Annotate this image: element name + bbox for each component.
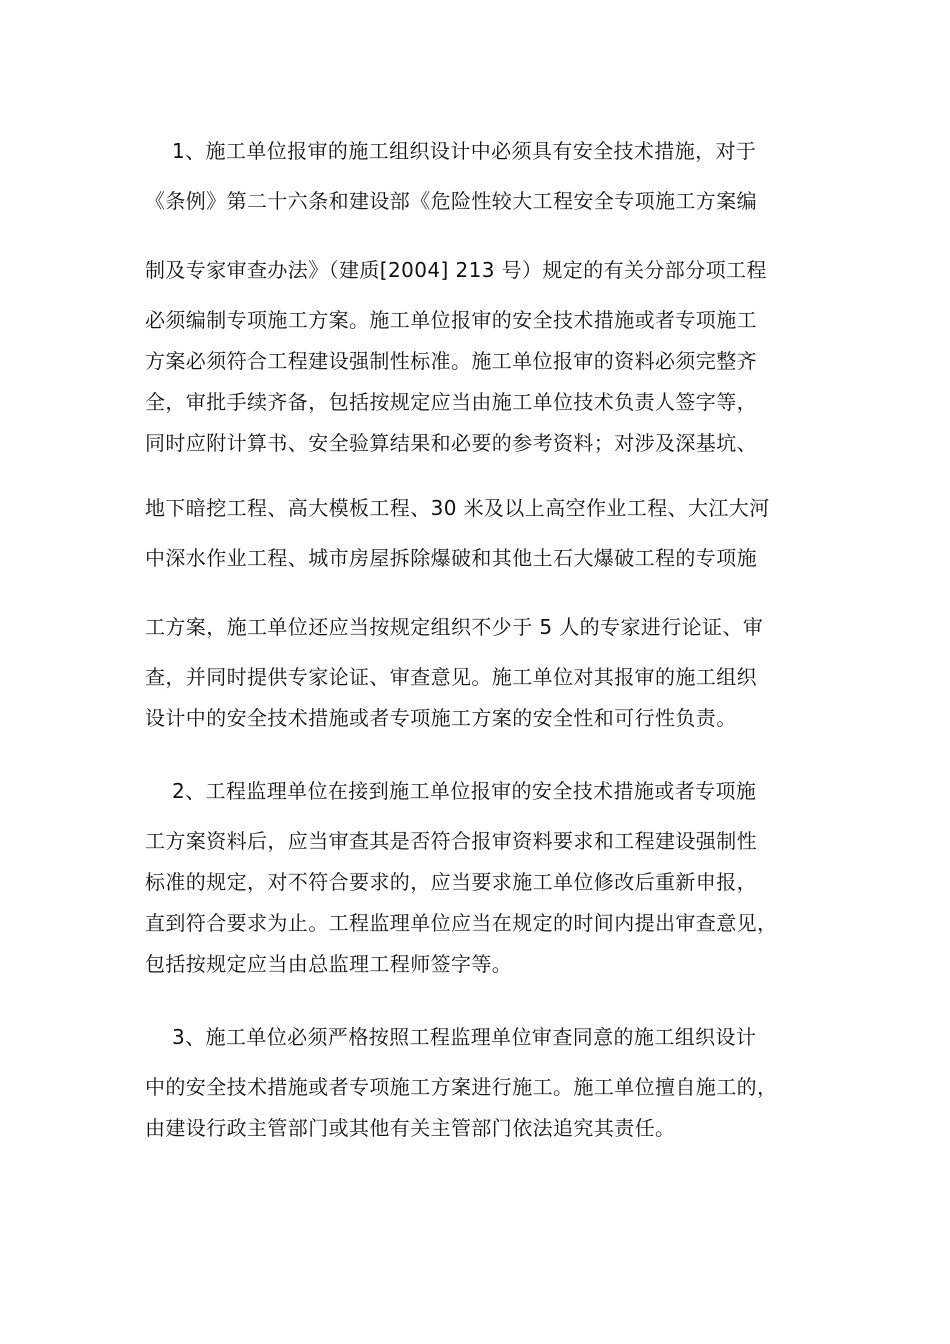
paragraph-1-line-2: 《条例》第二十六条和建设部《危险性较大工程安全专项施工方案编	[145, 189, 757, 213]
paragraph-2-line-1: 2、工程监理单位在接到施工单位报审的安全技术措施或者专项施	[172, 779, 757, 803]
paragraph-1-line-4: 必须编制专项施工方案。施工单位报审的安全技术措施或者专项施工	[145, 308, 757, 332]
paragraph-1-line-12: 设计中的安全技术措施或者专项施工方案的安全性和可行性负责。	[145, 706, 737, 730]
paragraph-2-line-5: 包括按规定应当由总监理工程师签字等。	[145, 952, 513, 976]
paragraph-1-line-11: 查，并同时提供专家论证、审查意见。施工单位对其报审的施工组织	[145, 665, 757, 689]
paragraph-1-line-5: 方案必须符合工程建设强制性标准。施工单位报审的资料必须完整齐	[145, 349, 757, 373]
paragraph-3-line-3: 由建设行政主管部门或其他有关主管部门依法追究其责任。	[145, 1116, 676, 1140]
paragraph-3-line-2: 中的安全技术措施或者专项施工方案进行施工。施工单位擅自施工的，	[145, 1075, 778, 1099]
paragraph-2-line-4: 直到符合要求为止。工程监理单位应当在规定的时间内提出审查意见，	[145, 911, 778, 935]
paragraph-1-line-1: 1、施工单位报审的施工组织设计中必须具有安全技术措施，对于	[172, 139, 757, 163]
paragraph-2-line-3: 标准的规定，对不符合要求的，应当要求施工单位修改后重新申报，	[145, 870, 757, 894]
paragraph-3-line-1: 3、施工单位必须严格按照工程监理单位审查同意的施工组织设计	[172, 1025, 757, 1049]
paragraph-1-line-9: 中深水作业工程、城市房屋拆除爆破和其他土石大爆破工程的专项施	[145, 546, 757, 570]
paragraph-1-line-10: 工方案，施工单位还应当按规定组织不少于 5 人的专家进行论证、审	[145, 615, 764, 639]
paragraph-1-line-3: 制及专家审查办法》（建质[2004] 213 号）规定的有关分部分项工程	[145, 258, 767, 282]
paragraph-2-line-2: 工方案资料后，应当审查其是否符合报审资料要求和工程建设强制性	[145, 829, 757, 853]
paragraph-1-line-8: 地下暗挖工程、高大模板工程、30 米及以上高空作业工程、大江大河	[145, 496, 770, 520]
paragraph-1-line-6: 全，审批手续齐备，包括按规定应当由施工单位技术负责人签字等，	[145, 390, 757, 414]
paragraph-1-line-7: 同时应附计算书、安全验算结果和必要的参考资料；对涉及深基坑、	[145, 431, 757, 455]
